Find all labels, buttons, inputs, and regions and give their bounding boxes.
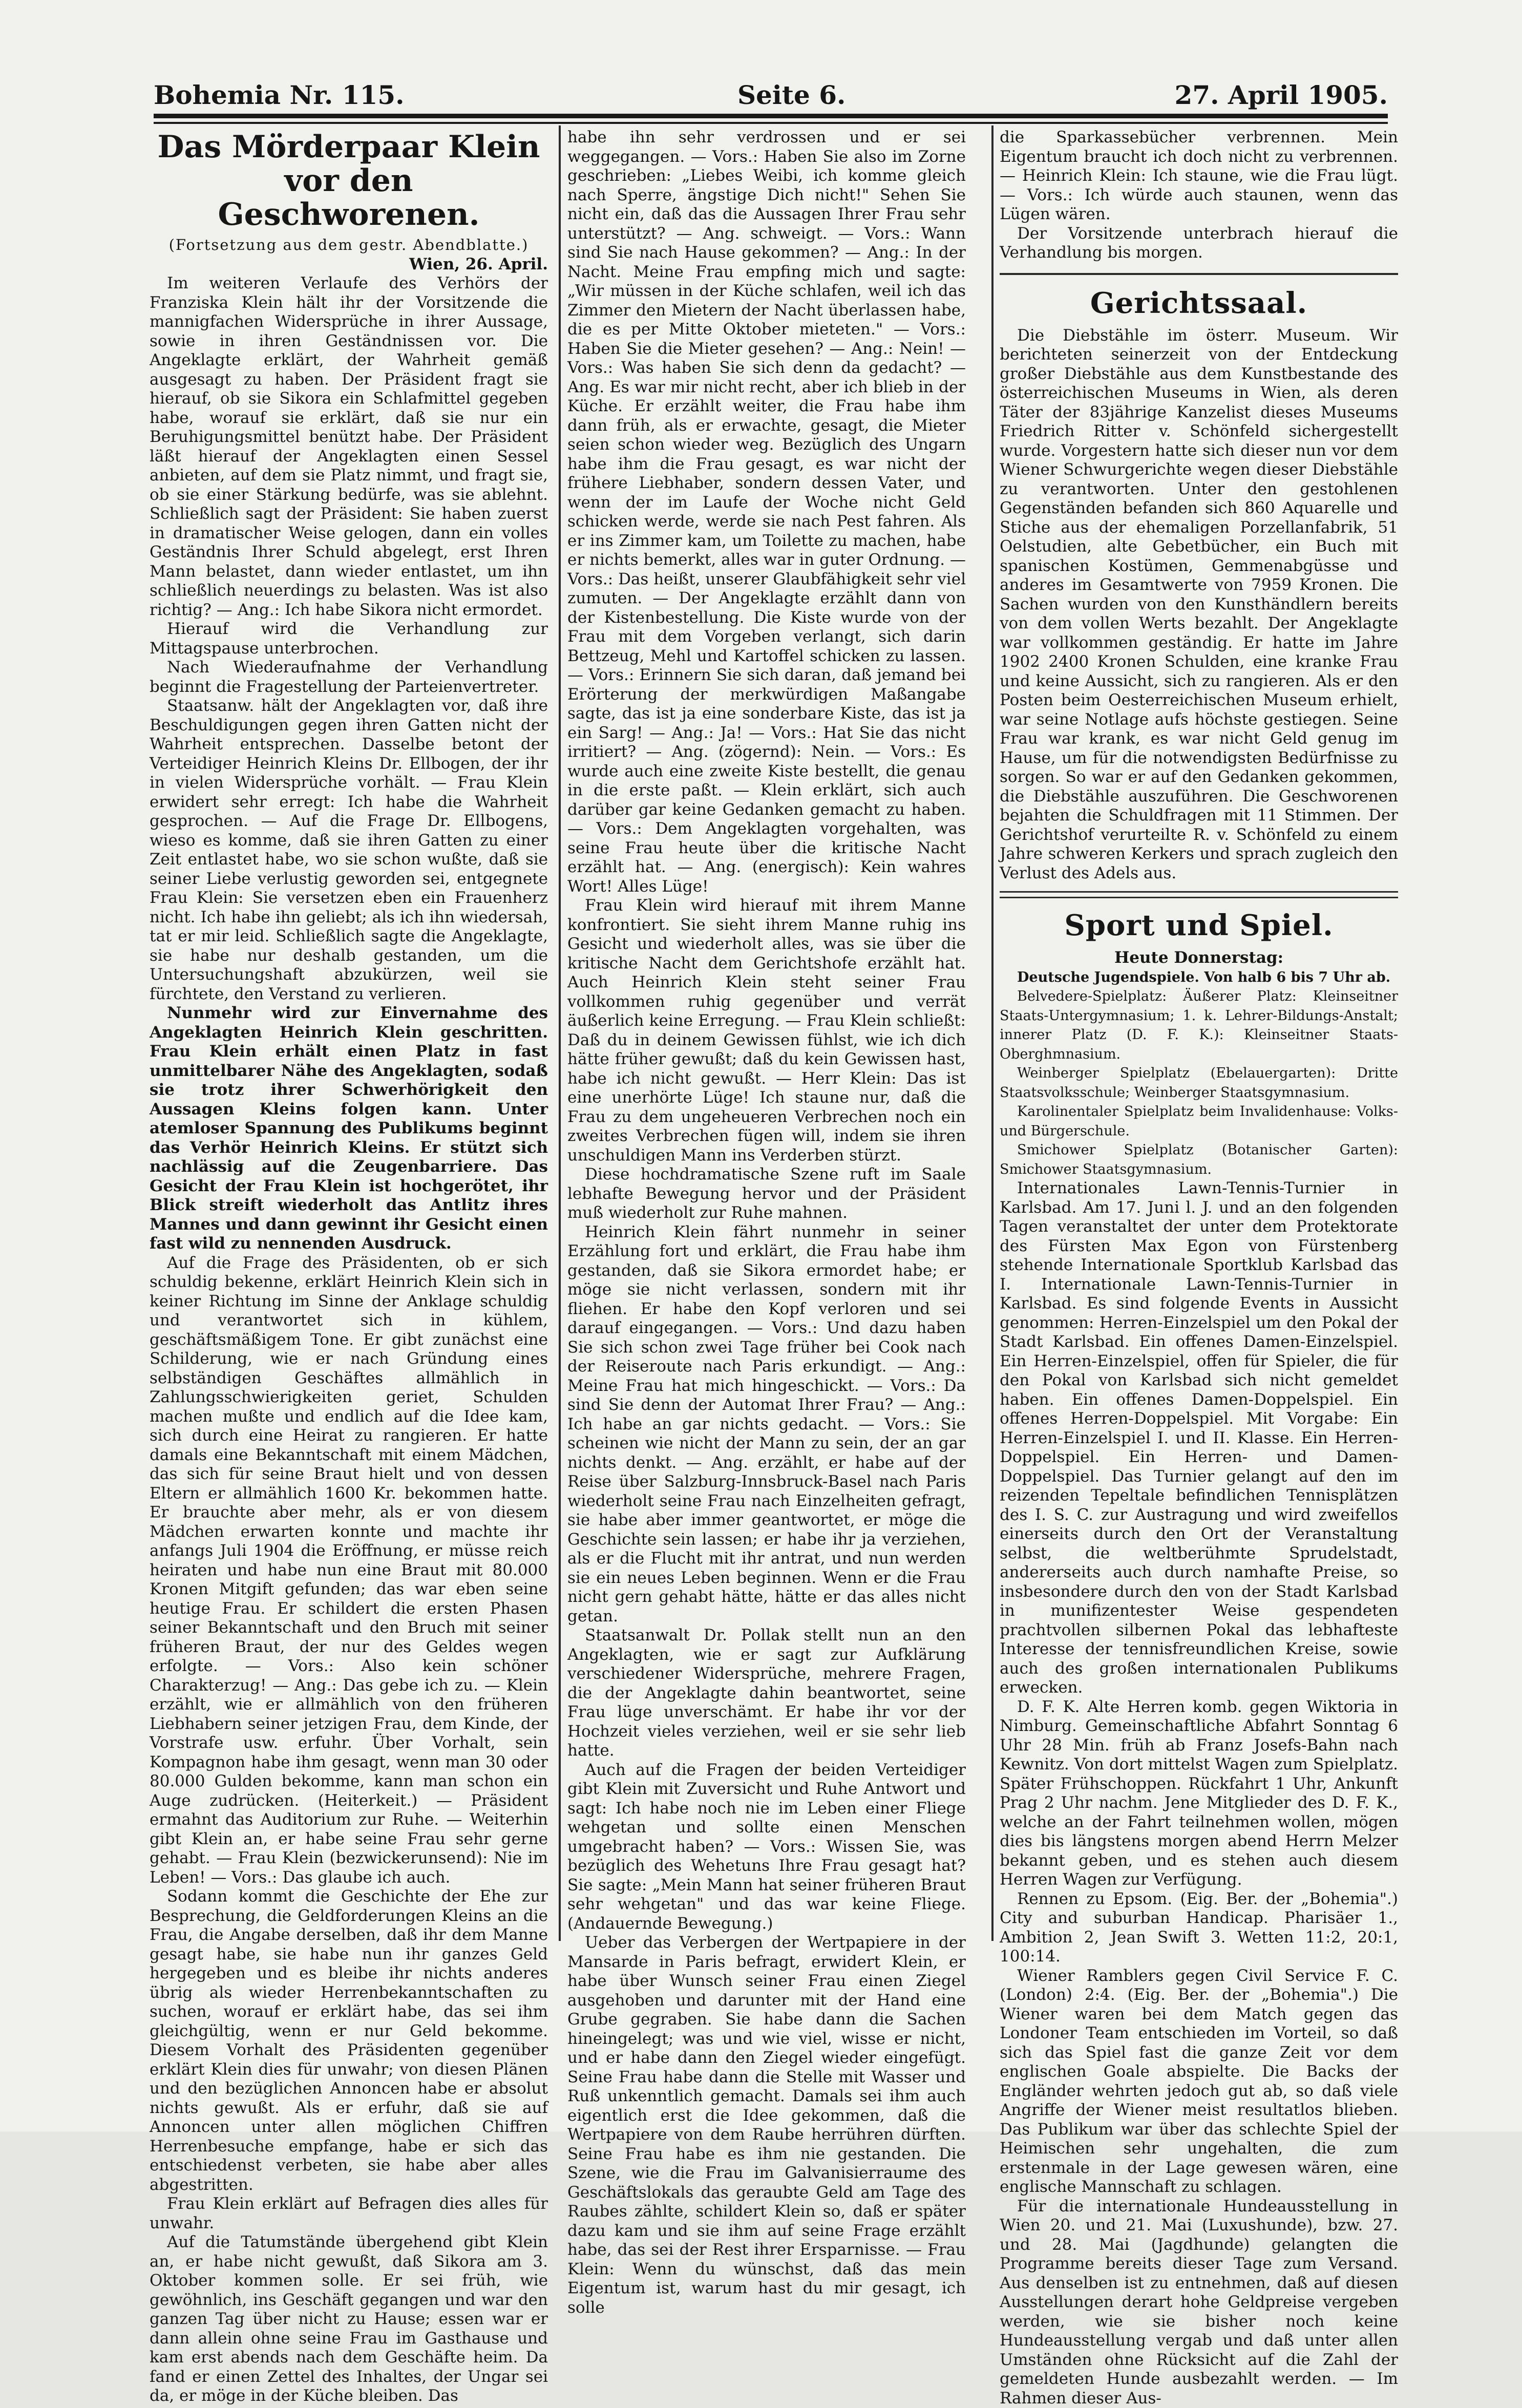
column-1 — [150, 128, 548, 1951]
page-number: Seite 6. — [737, 80, 845, 110]
article-paragraph: Heinrich Klein fährt nunmehr in seiner Erzählung fort und erklärt, die Frau habe ihm gestanden, daß sie Sikora ermordet habe; er möge sie nicht verlassen, sondern mit ihr fliehen. Er habe den Kopf verloren und sei darauf eingegangen. — Vors.: Und dazu haben Sie sich schon zwei Tage früher bei Cook nach der Reiseroute nach Paris erkundigt. — Ang.: Meine Frau hat mich hingeschickt. — Vors.: Da sind Sie denn der Automat Ihrer Frau? — Ang.: Ich habe an gar nichts gedacht. — Vors.: Sie scheinen wie nicht der Mann zu sein, der an gar nichts denkt. — Ang. erzählt, er habe auf der Reise über Salzburg-Innsbruck-Basel nach Paris wiederholt seine Frau nach Einzelheiten gefragt, sie habe aber immer geantwortet, er möge die Geschichte sein lassen; er habe ihr ja verziehen, als er die Flucht mit ihr antrat, und nun werden sie ein neues Leben beginnen. Wenn er die Frau nicht gern gehabt hätte, hätte er das alles nicht getan. — [567, 1223, 966, 1627]
sport-subheading: Heute Donnerstag: — [1000, 948, 1398, 968]
article-paragraph: Internationales Lawn-Tennis-Turnier in Karlsbad. Am 17. Juni l. J. und an den folgenden Tagen veranstaltet der unter dem Protektorate des Fürsten Max Egon von Fürstenberg stehende Internationale Sportklub Karlsbad das I. Internationale Lawn-Tennis-Turnier in Karlsbad. Es sind folgende Events in Aussicht genommen: Herren-Einzelspiel um den Pokal der Stadt Karlsbad. Ein offenes Damen-Einzelspiel. Ein Herren-Einzelspiel, offen für Spieler, die für den Pokal von Karlsbad sich nicht gemeldet haben. Ein offenes Damen-Doppelspiel. Ein offenes Herren-Doppelspiel. Mit Vorgabe: Ein Herren-Einzelspiel I. und II. Klasse. Ein Herren-Doppelspiel. Ein Herren- und Damen-Doppelspiel. Das Turnier gelangt auf den im reizenden Tepeltale befindlichen Tennisplätzen des I. S. C. zur Austragung und wird zweifellos einerseits durch den Ort der Veranstaltung selbst, die weltberühmte Sprudelstadt, andererseits auch durch namhafte Preise, so insbesondere durch den von der Stadt Karlsbad in munifizentester Weise gespendeten prachtvollen silbernen Pokal das lebhafteste Interesse der tennisfreundlichen Kreise, sowie auch des großen internationalen Publikums erwecken. — [1000, 1179, 1398, 1698]
masthead-title: Bohemia Nr. 115. — [154, 80, 405, 110]
column-rule — [991, 125, 993, 1941]
column-3 — [1000, 128, 1398, 1951]
sport-schedule-item: Deutsche Jugendspiele. Von halb 6 bis 7 Uhr ab. — [1000, 968, 1398, 987]
sport-schedule-item: Smichower Spielplatz (Botanischer Garten): Smichower Staatsgymnasium. — [1000, 1140, 1398, 1179]
section-heading-court: Gerichtssaal. — [1000, 285, 1398, 321]
article-paragraph: Wiener Ramblers gegen Civil Service F. C. (London) 2:4. (Eig. Ber. der „Bohemia".) Die Wiener waren bei dem Match gegen das Londoner Team entschieden im Vorteil, so daß sich das Spiel fast die ganze Zeit vor dem englischen Goale abspielte. Die Backs der Engländer wehrten jedoch gut ab, so daß viele Angriffe der Wiener meist resultatlos blieben. Das Publikum war über das schlechte Spiel der Heimischen sehr ungehalten, die zum erstenmale in der Lage gewesen wären, eine englische Mannschaft zu schlagen. — [1000, 1967, 1398, 2197]
section-heading-sport: Sport und Spiel. — [1000, 907, 1398, 943]
article-paragraph: Auf die Tatumstände übergehend gibt Klein an, er habe nicht gewußt, daß Sikora am 3. Oktober kommen solle. Er sei früh, wie gewöhnlich, ins Geschäft gegangen und war den ganzen Tag über nicht zu Hause; essen war er dann allein ohne seine Frau im Gasthause und kam erst abends nach dem Geschäfte heim. Da fand er einen Zettel des Inhaltes, der Ungar sei da, er möge in der Küche bleiben. Das — [150, 2233, 548, 2406]
article-paragraph: Frau Klein erklärt auf Befragen dies alles für unwahr. — [150, 2194, 548, 2233]
article-paragraph: Der Vorsitzende unterbrach hierauf die Verhandlung bis morgen. — [1000, 224, 1398, 263]
article-paragraph: Sodann kommt die Geschichte der Ehe zur Besprechung, die Geldforderungen Kleins an die Frau, die Angabe derselben, daß ihr dem Manne gesagt habe, sie habe nun ihr ganzes Geld hergegeben und es bleibe ihr nichts anderes übrig als wieder Herrenbekanntschaften zu suchen, worauf er erklärt habe, das sei ihm gleichgültig, wenn er nur Geld bekomme. Diesem Vorhalt des Präsidenten gegenüber erklärt Klein dies für unwahr; von diesen Plänen und den bezüglichen Annoncen habe er absolut nichts gewußt. Als er erfuhr, daß sie auf Annoncen unter allen möglichen Chiffren Herrenbesuche empfange, habe er sich das entschiedenst verbeten, sie habe aber alles abgestritten. — [150, 1887, 548, 2194]
article-headline: Das Mörderpaar Klein vor den Geschworenen. — [150, 130, 548, 231]
sport-schedule-item: Karolinentaler Spielplatz beim Invalidenhause: Volks- und Bürgerschule. — [1000, 1102, 1398, 1140]
masthead — [154, 76, 1388, 118]
article-paragraph: Ueber das Verbergen der Wertpapiere in der Mansarde in Paris befragt, erwidert Klein, er habe über Wunsch seiner Frau einen Ziegel ausgehoben und darunter mit der Hand eine Grube gegraben. Sie habe dann die Sachen hineingelegt; was und wie viel, wisse er nicht, und er habe dann den Ziegel wieder eingefügt. Seine Frau habe dann die Stelle mit Wasser und Ruß unkenntlich gemacht. Damals sei ihm auch eigentlich erst die Idee gekommen, daß die Wertpapiere von dem Raube herrühren dürften. Seine Frau habe es ihm nie gestanden. Die Szene, wie die Frau im Galvanisierraume des Geschäftslokals das geraubte Geld am Tage des Raubes zählte, schildert Klein so, daß er später dazu kam und sie ihm auf seine Frage erzählt habe, das sei der Rest ihrer Ersparnisse. — Frau Klein: Wenn du wünschst, daß das mein Eigentum ist, warum hast du mir gesagt, ich solle — [567, 1933, 966, 2317]
dateline: Wien, 26. April. — [150, 255, 548, 274]
article-paragraph: Staatsanwalt Dr. Pollak stellt nun an den Angeklagten, wie er sagt zur Aufklärung verschiedener Widersprüche, mehrere Fragen, die der Angeklagte dahin beantwortet, seine Frau lüge unverschämt. Er habe ihr vor der Hochzeit vieles verziehen, weil er sie sehr lieb hatte. — [567, 1626, 966, 1761]
article-paragraph: Für die internationale Hundeausstellung in Wien 20. und 21. Mai (Luxushunde), bzw. 27. und 28. Mai (Jagdhunde) gelangten die Programme bereits dieser Tage zum Versand. Aus denselben ist zu entnehmen, daß auf diesen Ausstellungen derart hohe Geldpreise vergeben werden, wie sie bisher noch keine Hundeausstellung vergab und daß unter allen Umständen ohne Rücksicht auf die Zahl der gemeldeten Hunde ausbezahlt werden. — Im Rahmen dieser Aus- — [1000, 2197, 1398, 2408]
article-paragraph: Frau Klein wird hierauf mit ihrem Manne konfrontiert. Sie sieht ihrem Manne ruhig ins Gesicht und wiederholt alles, was sie über die kritische Nacht dem Gerichtshofe erzählt hat. Auch Heinrich Klein steht seiner Frau vollkommen ruhig gegenüber und verrät äußerlich keine Erregung. — Frau Klein schließt: Daß du in deinem Gewissen fühlst, wie ich dich hätte früher gewußt; daß du kein Gewissen hast, habe ich nicht gewußt. — Herr Klein: Das ist eine unerhörte Lüge! Ich staune nur, daß die Frau zu dem ungeheueren Verbrechen noch ein zweites Verbrechen fügen will, indem sie ihren unschuldigen Mann ins Verderben stürzt. — [567, 896, 966, 1165]
article-paragraph: die Sparkassebücher verbrennen. Mein Eigentum braucht ich doch nicht zu verbrennen. — Heinrich Klein: Ich staune, wie die Frau lügt. — Vors.: Ich würde auch staunen, wenn das Lügen wären. — [1000, 128, 1398, 224]
section-divider — [1000, 891, 1398, 898]
article-paragraph: habe ihn sehr verdrossen und er sei weggegangen. — Vors.: Haben Sie also im Zorne geschrieben: „Liebes Weibi, ich komme gleich nach Sperre, ängstige Dich nicht!" Sehen Sie nicht ein, daß das die Aussagen Ihrer Frau sehr unterstützt? — Ang. schweigt. — Vors.: Wann sind Sie nach Hause gekommen? — Ang.: In der Nacht. Meine Frau empfing mich und sagte: „Wir müssen in der Küche schlafen, weil ich das Zimmer den Mietern der Nacht überlassen habe, die es per Mitte Oktober mieteten." — Vors.: Haben Sie die Mieter gesehen? — Ang.: Nein! — Vors.: Was haben Sie sich denn da gedacht? — Ang. Es war mir nicht recht, aber ich blieb in der Küche. Er erzählt weiter, die Frau habe ihm dann früh, als er erwachte, gesagt, die Mieter seien schon wieder weg. Bezüglich des Ungarn habe ihm die Frau gesagt, es war nicht der frühere Liebhaber, sondern dessen Vater, und wenn der im Laufe der Woche nicht Geld schicken werde, werde sie nach Pest fahren. Als er ins Zimmer kam, um Toilette zu machen, habe er nichts bemerkt, alles war in guter Ordnung. — Vors.: Das heißt, unserer Glaubfähigkeit sehr viel zumuten. — Der Angeklagte erzählt dann von der Kistenbestellung. Die Kiste wurde von der Frau mit dem Vorgeben verlangt, sich darin Bettzeug, Mehl und Kartoffel schicken zu lassen. — Vors.: Erinnern Sie sich daran, daß jemand bei Erörterung der merkwürdigen Maßangabe sagte, das ist ja eine sonderbare Kiste, das ist ja ein Sarg! — Ang.: Ja! — Vors.: Hat Sie das nicht irritiert? — Ang. (zögernd): Nein. — Vors.: Es wurde auch eine zweite Kiste bestellt, die genau in die erste paßt. — Klein erklärt, sich auch darüber gar keine Gedanken gemacht zu haben. — Vors.: Dem Angeklagten vorgehalten, was seine Frau heute über die kritische Nacht erzählt hat. — Ang. (energisch): Kein wahres Wort! Alles Lüge! — [567, 128, 966, 896]
article-paragraph: Im weiteren Verlaufe des Verhörs der Franziska Klein hält ihr der Vorsitzende die mannigfachen Widersprüche in ihrer Aussage, sowie in ihren Geständnissen vor. Die Angeklagte erklärt, der Wahrheit gemäß ausgesagt zu haben. Der Präsident fragt sie hierauf, ob sie Sikora ein Schlafmittel gegeben habe, worauf sie erklärt, daß sie nur ein Beruhigungsmittel benützt habe. Der Präsident läßt hierauf der Angeklagten einen Sessel anbieten, auf dem sie Platz nimmt, und fragt sie, ob sie einer Stärkung bedürfe, was sie ablehnt. Schließlich sagt der Präsident: Sie haben zuerst in dramatischer Weise gelogen, dann ein volles Geständnis Ihrer Schuld abgelegt, erst Ihren Mann belastet, dann wieder entlastet, um ihn schließlich neuerdings zu belasten. Was ist also richtig? — Ang.: Ich habe Sikora nicht ermordet. — [150, 274, 548, 620]
article-paragraph: Nunmehr wird zur Einvernahme des Angeklagten Heinrich Klein geschritten. Frau Klein erhält einen Platz in fast unmittelbarer Nähe des Angeklagten, sodaß sie trotz ihrer Schwerhörigkeit den Aussagen Kleins folgen kann. Unter atemloser Spannung des Publikums beginnt das Verhör Heinrich Kleins. Er stützt sich nachlässig auf die Zeugenbarriere. Das Gesicht der Frau Klein ist hochgerötet, ihr Blick streift wiederholt das Antlitz ihres Mannes und dann gewinnt ihr Gesicht einen fast wild zu nennenden Ausdruck. — [150, 1004, 548, 1254]
article-paragraph: Die Diebstähle im österr. Museum. Wir berichteten seinerzeit von der Entdeckung großer Diebstähle aus dem Kunstbestande des österreichischen Museums in Wien, als deren Täter der 83jährige Kanzelist dieses Museums Friedrich Ritter v. Schönfeld sichergestellt wurde. Vorgestern hatte sich dieser nun vor dem Wiener Schwurgerichte wegen dieser Diebstähle zu verantworten. Unter den gestohlenen Gegenständen befanden sich 860 Aquarelle und Stiche aus der ehemaligen Porzellanfabrik, 51 Oelstudien, alte Gebetbücher, ein Buch mit spanischen Kostümen, Gemmenabgüsse und anderes im Gesamtwerte von 7959 Kronen. Die Sachen wurden von den Kunsthändlern bereits von dem vollen Werts bezahlt. Der Angeklagte war vollkommen geständig. Er hatte im Jahre 1902 2400 Kronen Schulden, eine kranke Frau und keine Aussicht, sich zu rangieren. Als er den Posten beim Oesterreichischen Museum erhielt, war seine Notlage aufs höchste gestiegen. Seine Frau war krank, es war nicht Geld genug im Hause, um für die notwendigsten Bedürfnisse zu sorgen. So war er auf den Gedanken gekommen, die Diebstähle auszuführen. Die Geschworenen bejahten die Schuldfragen mit 11 Stimmen. Der Gerichtshof verurteilte R. v. Schönfeld zu einem Jahre schweren Kerkers und sprach zugleich den Verlust des Adels aus. — [1000, 326, 1398, 883]
column-rule — [559, 125, 561, 1941]
article-paragraph: Staatsanw. hält der Angeklagten vor, daß ihre Beschuldigungen gegen ihren Gatten nicht der Wahrheit entsprechen. Dasselbe betont der Verteidiger Heinrich Kleins Dr. Ellbogen, der ihr in vielen Widersprüche vorhält. — Frau Klein erwidert sehr erregt: Ich habe die Wahrheit gesprochen. — Auf die Frage Dr. Ellbogens, wieso es komme, daß sie ihren Gatten zu einer Zeit entlastet habe, wo sie schon wußte, daß sie seiner Liebe verlustig geworden sei, entgegnete Frau Klein: Sie versetzen eben ein Frauenherz nicht. Ich habe ihn geliebt; als ich ihn wiedersah, tat er mir leid. Schließlich sagte die Angeklagte, sie habe nur deshalb gestanden, um die Untersuchungshaft abzukürzen, weil sie fürchtete, den Verstand zu verlieren. — [150, 696, 548, 1004]
sport-schedule-item: Belvedere-Spielplatz: Äußerer Platz: Kleinseitner Staats-Untergymnasium; 1. k. Lehrer-Bildungs-Anstalt; innerer Platz (D. F. K.): Kleinseitner Staats-Oberghmnasium. — [1000, 987, 1398, 1064]
article-paragraph: Auf die Frage des Präsidenten, ob er sich schuldig bekenne, erklärt Heinrich Klein sich in keiner Richtung im Sinne der Anklage schuldig und verantwortet sich in kühlem, geschäftsmäßigem Tone. Er gibt zunächst eine Schilderung, wie er nach Gründung eines selbständigen Geschäftes allmählich in Zahlungsschwierigkeiten geriet, Schulden machen mußte und endlich auf die Idee kam, sich durch eine Heirat zu rangieren. Er hatte damals eine Bekanntschaft mit einem Mädchen, das sich für seine Braut hielt und von dessen Eltern er allmählich 1600 Kr. bekommen hatte. Er brauchte aber mehr, als er von diesem Mädchen erwarten konnte und machte ihr anfangs Juli 1904 die Eröffnung, er müsse reich heiraten und habe nun eine Braut mit 80.000 Kronen Mitgift gefunden; das war eben seine heutige Frau. Er schildert die ersten Phasen seiner Bekanntschaft und den Bruch mit seiner früheren Braut, der nur des Geldes wegen erfolgte. — Vors.: Also kein schöner Charakterzug! — Ang.: Das gebe ich zu. — Klein erzählt, wie er allmählich von den früheren Liebhabern seiner jetzigen Frau, dem Kinde, der Vorstrafe usw. erfuhr. Über Vorhalt, sein Kompagnon habe ihm gesagt, wenn man 30 oder 80.000 Gulden bekomme, kann man schon ein Auge zudrücken. (Heiterkeit.) — Präsident ermahnt das Auditorium zur Ruhe. — Weiterhin gibt Klein an, er habe seine Frau sehr gerne gehabt. — Frau Klein (bezwickerunsend): Nie im Leben! — Vors.: Das glaube ich auch. — [150, 1254, 548, 1888]
column-2 — [567, 128, 966, 1951]
issue-date: 27. April 1905. — [1175, 80, 1388, 110]
article-paragraph: Hierauf wird die Verhandlung zur Mittagspause unterbrochen. — [150, 620, 548, 658]
sport-schedule-item: Weinberger Spielplatz (Ebelauergarten): Dritte Staatsvolksschule; Weinberger Staatsgymnasium. — [1000, 1064, 1398, 1102]
article-paragraph: Auch auf die Fragen der beiden Verteidiger gibt Klein mit Zuversicht und Ruhe Antwort und sagt: Ich habe noch nie im Leben einer Fliege wehgetan und sollte einen Menschen umgebracht haben? — Vors.: Wissen Sie, was bezüglich des Wehetuns Ihre Frau gesagt hat? Sie sagte: „Mein Mann hat seiner früheren Braut sehr wehgetan" und das war keine Fliege. (Andauernde Bewegung.) — [567, 1761, 966, 1934]
article-paragraph: Nach Wiederaufnahme der Verhandlung beginnt die Fragestellung der Parteienvertreter. — [150, 658, 548, 696]
article-paragraph: Rennen zu Epsom. (Eig. Ber. der „Bohemia".) City and suburban Handicap. Pharisäer 1., Ambition 2, Jean Swift 3. Wetten 11:2, 20:1, 100:14. — [1000, 1890, 1398, 1967]
article-paragraph: Diese hochdramatische Szene ruft im Saale lebhafte Bewegung hervor und der Präsident muß wiederholt zur Ruhe mahnen. — [567, 1165, 966, 1223]
article-paragraph: D. F. K. Alte Herren komb. gegen Wiktoria in Nimburg. Gemeinschaftliche Abfahrt Sonntag 6 Uhr 28 Min. früh ab Franz Josefs-Bahn nach Kewnitz. Von dort mittelst Wagen zum Spielplatz. Später Frühschoppen. Rückfahrt 1 Uhr, Ankunft Prag 2 Uhr nachm. Jene Mitglieder des D. F. K., welche an der Fahrt teilnehmen wollen, mögen dies bis längstens morgen abend Herrn Melzer bekannt geben, und es stehen auch diesem Herren Wagen zur Verfügung. — [1000, 1698, 1398, 1890]
continuation-note: (Fortsetzung aus dem gestr. Abendblatte.) — [150, 236, 548, 255]
section-divider — [1000, 273, 1398, 275]
